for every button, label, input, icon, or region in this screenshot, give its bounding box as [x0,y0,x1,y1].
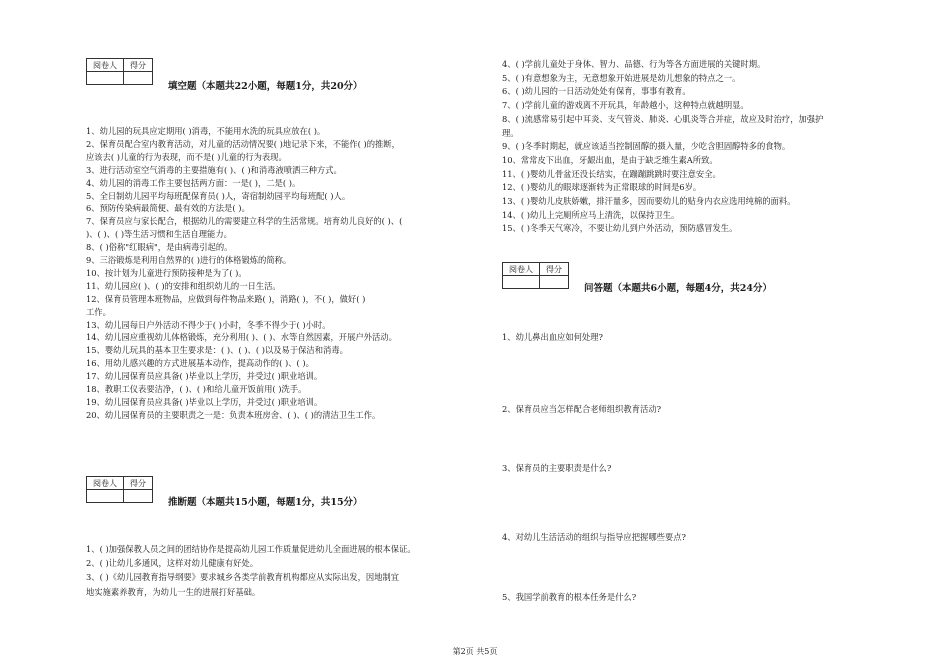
fill-question-line: 19、幼儿园保育员应具备( )毕业以上学历，并受过( )职业培训。 [86,396,323,407]
score-box-label-score: 得分 [540,263,569,276]
score-box-cell-score [124,490,153,503]
qa-question: 5、我国学前教育的根本任务是什么? [502,592,637,602]
fill-question-line: 11、幼儿园应( )、( )的安排和组织幼儿的一日生活。 [86,280,281,291]
judge-question-line: 9、( )冬季时期起，就应该适当控制固醇的摄入量，少吃含胆固醇特多的食物。 [502,141,791,152]
fill-question-line: 4、幼儿园的消毒工作主要包括两方面：一是( )，二是( )。 [86,177,301,188]
score-box-cell-reviewer [503,276,540,289]
judge-question-line: 3、( )《幼儿园教育指导纲要》要求城乡各类学前教育机构都应从实际出发，因地制宜 [86,572,400,583]
fill-question-line: 2、保育员配合室内教育活动，对儿童的活动情况要( )地记录下来，不能作( )的推断， [86,138,400,149]
score-box [86,58,153,85]
fill-question-line: 7、保育员应与家长配合，根据幼儿的需要建立科学的生活常规。培育幼儿良好的( )、( [86,216,403,227]
qa-question: 2、保育员应当怎样配合老师组织教育活动? [502,404,662,414]
score-box-label-reviewer: 阅卷人 [503,263,540,276]
score-box-label-reviewer: 阅卷人 [87,477,124,490]
score-box-label-score: 得分 [124,59,153,72]
fill-question-line: 20、幼儿园保育员的主要职责之一是：负责本班房舍、( )、( )的清洁卫生工作。 [86,409,381,420]
score-box-cell-reviewer [87,72,124,85]
fill-question-line: 14、幼儿园应重视幼儿体格锻炼，充分利用( )、( )、水等自然因素，开展户外活动。 [86,332,397,343]
page-footer: 第2页 共5页 [452,647,498,656]
judge-question-line: 4、( )学前儿童处于身体、智力、品德、行为等各方面进展的关键时期。 [502,59,766,69]
qa-question: 4、对幼儿生活活动的组织与指导应把握哪些要点? [502,532,686,542]
fill-section-title: 填空题（本题共22小题，每题1分，共20分） [168,81,363,92]
fill-question-line: 1、幼儿园的玩具应定期用( )消毒，不能用水洗的玩具应放在( )。 [86,126,326,136]
judge-question-line: 12、( )婴幼儿的眼球逐渐转为正常眼球的时间是6岁。 [502,182,702,193]
fill-question-line: 13、幼儿园每日户外活动不得少于( )小时，冬季不得少于( )小时。 [86,319,331,330]
fill-question-line: 10、按计划为儿童进行预防接种是为了( )。 [86,267,247,278]
fill-question-line: 5、全日制幼儿园平均每班配保育员( )人，寄宿制幼园平均每班配( )人。 [86,190,351,201]
score-box [502,262,569,289]
score-box-label-reviewer: 阅卷人 [87,59,124,72]
fill-question-line: 工作。 [86,306,111,317]
judge-section-title: 推断题（本题共15小题，每题1分，共15分） [168,497,363,508]
judge-question-line: 11、( )婴幼儿骨盆还没长结实，在蹦蹦跳跳时要注意安全。 [502,168,721,179]
fill-question-line: 15、婴幼儿玩具的基本卫生要求是：( )、( )、( )以及易于保洁和消毒。 [86,345,348,356]
judge-question-line: 10、常常皮下出血，牙龈出血，是由于缺乏维生素A所致。 [502,154,718,165]
qa-question: 3、保育员的主要职责是什么? [502,463,612,473]
fill-question-line: 8、( )俗称"红眼病"，是由病毒引起的。 [86,242,233,253]
judge-question-line: 1、( )加强保教人员之间的团结协作是提高幼儿园工作质量促进幼儿全面进展的根本保证。 [86,544,416,554]
score-box-cell-score [540,276,569,289]
fill-question-line: 应该去( )儿童的行为表现，而不是( )儿童的行为表现。 [86,151,287,162]
fill-question-line: 16、用幼儿感兴趣的方式进展基本动作，提高动作的( )、( )。 [86,358,314,369]
fill-question-line: 18、教职工仪表要洁净，( )、( )和给儿童开饭前用( )洗手。 [86,384,307,394]
judge-question-line: 5、( )有意想象为主，无意想象开始进展是幼儿想象的特点之一。 [502,72,741,83]
fill-question-line: )、( )、( )等生活习惯和生活自理能力。 [86,229,232,240]
fill-question-line: 17、幼儿园保育员应具备( )毕业以上学历，并受过( )职业培训。 [86,371,323,382]
judge-question-line: 14、( )幼儿上完厕所应马上清洗，以保持卫生。 [502,209,680,220]
score-box-cell-reviewer [87,490,124,503]
fill-question-line: 3、进行活动室空气消毒的主要措施有( )、( )和消毒液喷洒三种方式。 [86,164,342,175]
fill-question-line: 12、保育员管理本班物品，应做到每件物品来路( )，消路( )，不( )，做好( ) [86,293,366,304]
judge-question-line: 8、( )流感常易引起中耳炎、支气管炎、肺炎、心肌炎等合并症，故应及时治疗，加强护 [502,113,824,124]
judge-question-line: 理。 [502,127,519,138]
score-box-cell-score [124,72,153,85]
judge-question-line: 地实施素养教育，为幼儿一生的进展打好基础。 [86,586,261,597]
score-box-label-score: 得分 [124,477,153,490]
judge-question-line: 7、( )学前儿童的游戏离不开玩具，年龄越小，这种特点就越明显。 [502,100,749,111]
fill-question-line: 9、三浴锻炼是利用自然界的( )进行的体格锻炼的简称。 [86,255,292,265]
qa-question: 1、幼儿鼻出血应如何处理? [502,332,603,342]
judge-question-line: 15、( )冬季天气寒冷，不要让幼儿到户外活动，预防感冒发生。 [502,223,738,234]
fill-question-line: 6、预防传染病最简便、最有效的方法是( )。 [86,203,250,214]
judge-question-line: 13、( )婴幼儿皮肤娇嫩，排汗量多，因而要幼儿的贴身内衣应选用纯棉的面料。 [502,196,796,206]
judge-question-line: 6、( )幼儿园的一日活动处处有保育，事事有教育。 [502,86,691,97]
judge-question-line: 2、( )让幼儿多通风，这样对幼儿健康有好处。 [86,558,259,569]
qa-section-title: 问答题（本题共6小题，每题4分，共24分） [584,283,772,294]
score-box [86,476,153,503]
